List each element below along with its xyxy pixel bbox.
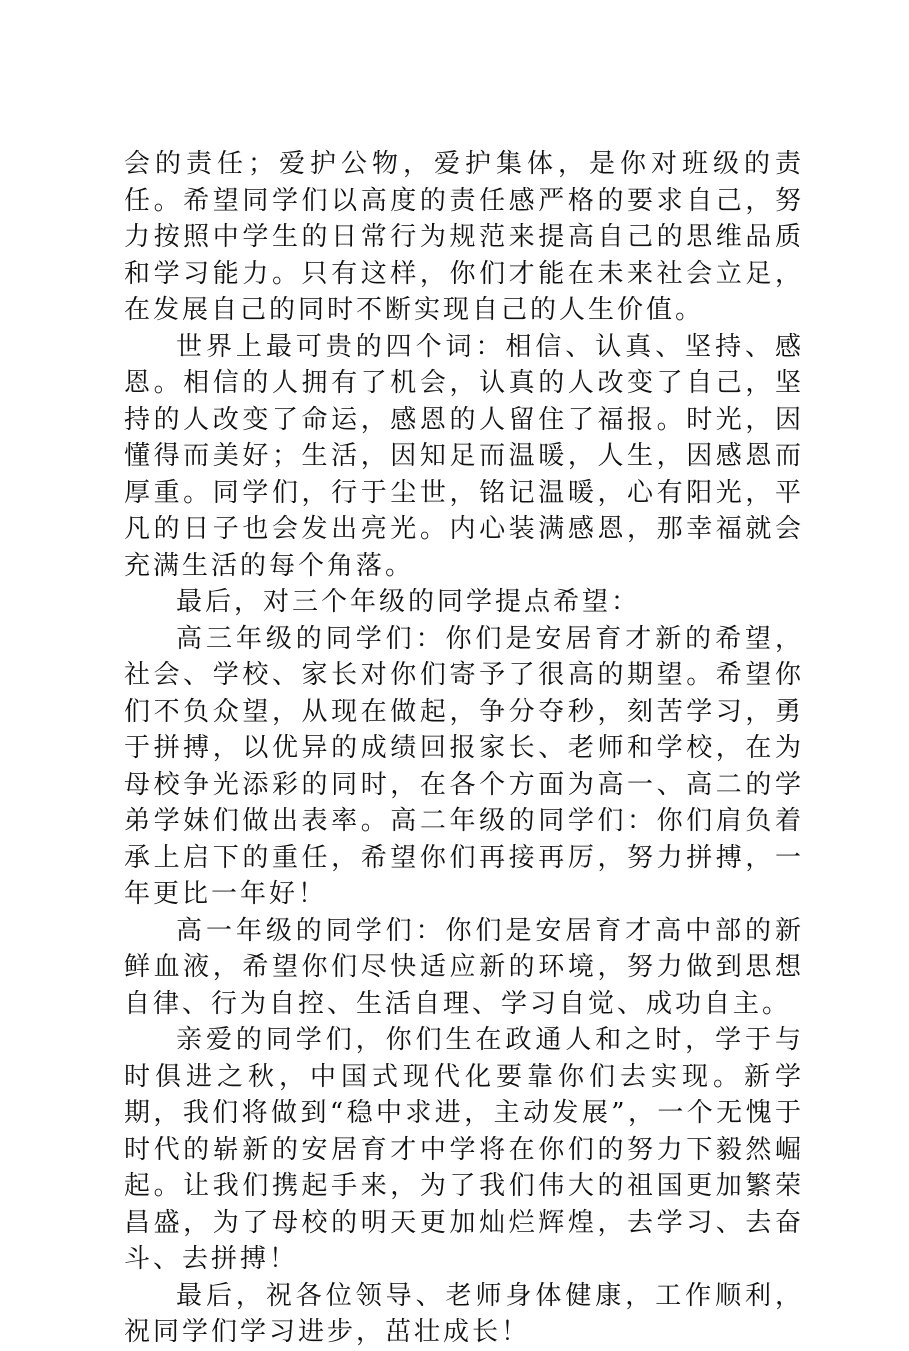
paragraph-1: 会的责任；爱护公物，爱护集体，是你对班级的责任。希望同学们以高度的责任感严格的要求自己，努力按照中学生的日常行为规范来提高自己的思维品质和学习能力。只有这样，你们才能在未来社会立足，在发展自己的同时不断实现自己的人生价值。 bbox=[124, 149, 804, 325]
paragraph-4: 高三年级的同学们：你们是安居育才新的希望，社会、学校、家长对你们寄予了很高的期望。希望你们不负众望，从现在做起，争分夺秒，刻苦学习，勇于拼搏，以优异的成绩回报家长、老师和学校，在为母校争光添彩的同时，在各个方面为高一、高二的学弟学妹们做出表率。高二年级的同学们：你们肩负着承上启下的重任，希望你们再接再厉，努力拼搏，一年更比一年好！ bbox=[124, 623, 804, 909]
paragraph-5: 高一年级的同学们：你们是安居育才高中部的新鲜血液，希望你们尽快适应新的环境，努力做到思想自律、行为自控、生活自理、学习自觉、成功自主。 bbox=[124, 915, 804, 1019]
paragraph-2: 世界上最可贵的四个词：相信、认真、坚持、感恩。相信的人拥有了机会，认真的人改变了自己，坚持的人改变了命运，感恩的人留住了福报。时光，因懂得而美好；生活，因知足而温暖，人生，因感恩而厚重。同学们，行于尘世，铭记温暖，心有阳光，平凡的日子也会发出亮光。内心装满感恩，那幸福就会充满生活的每个角落。 bbox=[124, 331, 804, 581]
paragraph-6: 亲爱的同学们，你们生在政通人和之时，学于与时俱进之秋，中国式现代化要靠你们去实现。新学期，我们将做到“稳中求进，主动发展”，一个无愧于时代的崭新的安居育才中学将在你们的努力下毅然崛起。让我们携起手来，为了我们伟大的祖国更加繁荣昌盛，为了母校的明天更加灿烂辉煌，去学习、去奋斗、去拼搏！ bbox=[124, 1025, 804, 1274]
paragraph-3: 最后，对三个年级的同学提点希望： bbox=[176, 587, 641, 617]
document-body bbox=[124, 146, 804, 1351]
paragraph-7: 最后，祝各位领导、老师身体健康，工作顺利，祝同学们学习进步，茁壮成长！ bbox=[124, 1280, 804, 1347]
